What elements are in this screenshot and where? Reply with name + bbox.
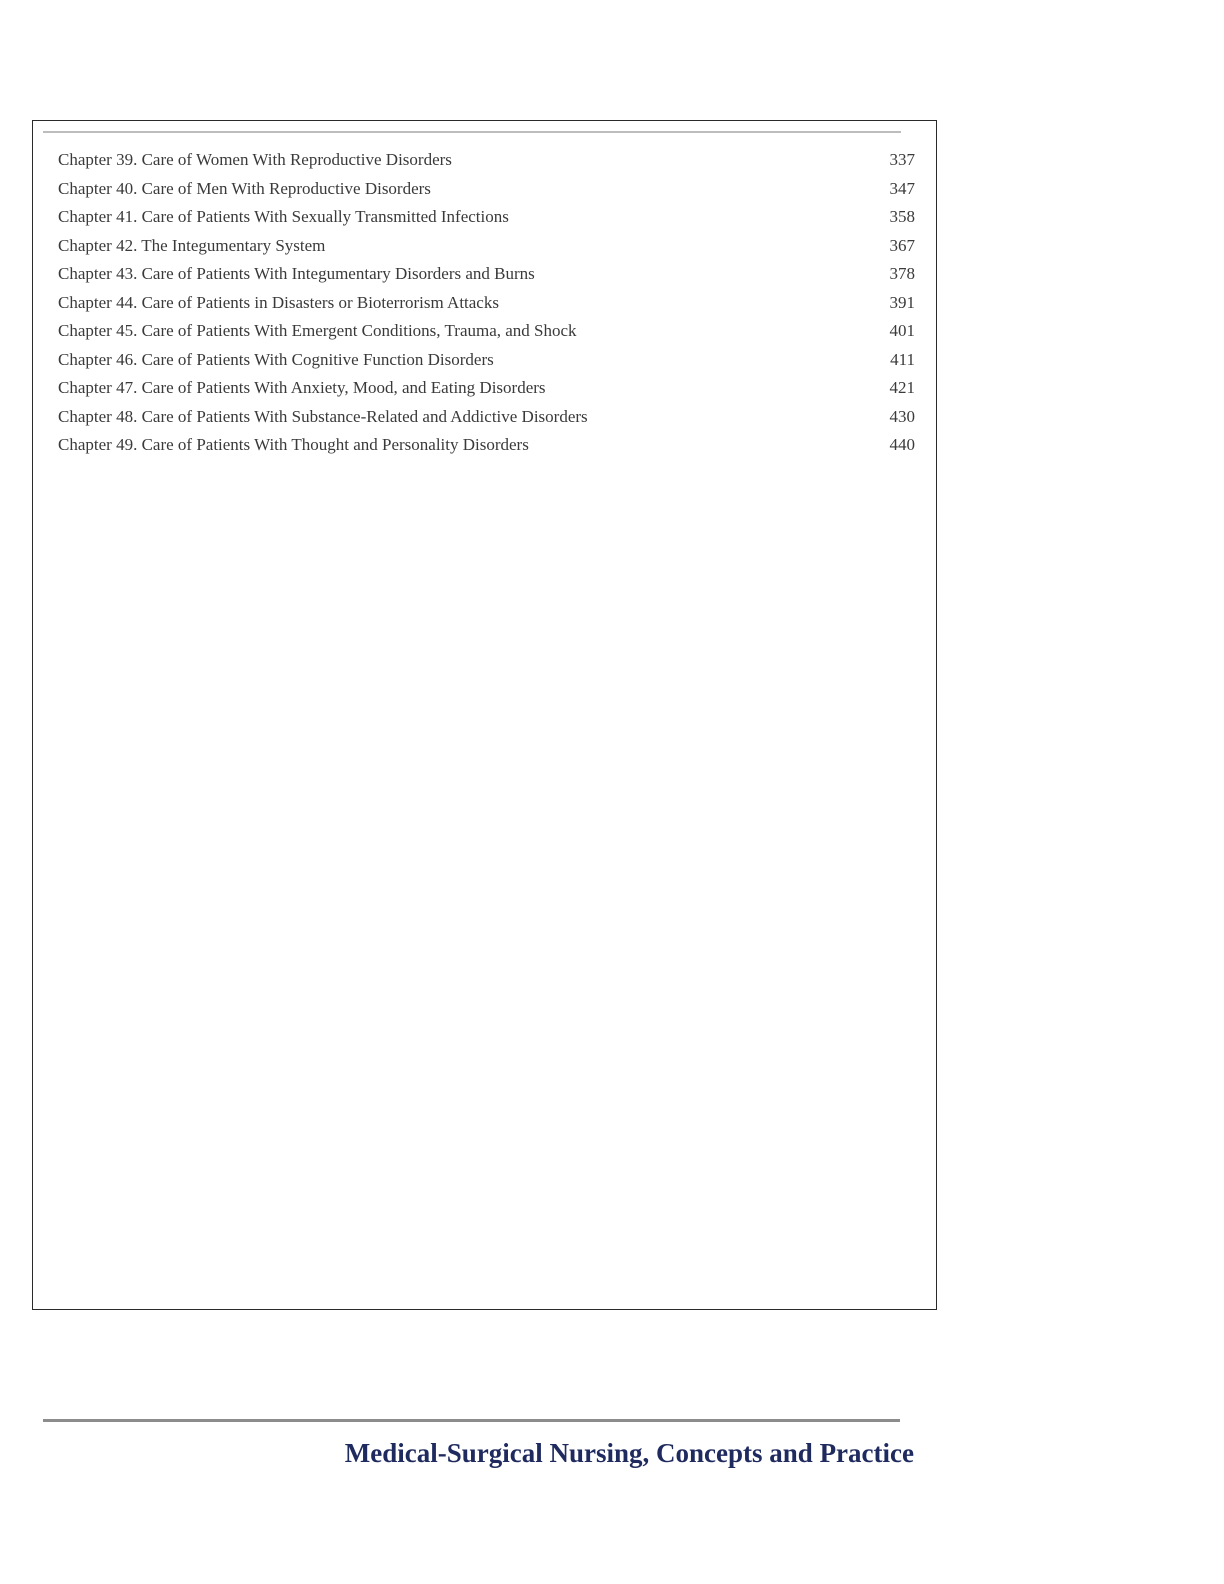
toc-entry[interactable] (58, 203, 915, 232)
toc-entry-title: Chapter 49. Care of Patients With Thought and Personality Disorders (58, 435, 529, 454)
toc-entry-page: 411 (890, 349, 915, 369)
toc-entry-title: Chapter 46. Care of Patients With Cognitive Function Disorders (58, 349, 494, 369)
toc-entry[interactable] (58, 260, 915, 289)
toc-entry[interactable] (58, 232, 915, 261)
toc-entry-title: Chapter 48. Care of Patients With Substance-Related and Addictive Disorders (58, 406, 588, 426)
toc-frame (32, 120, 937, 1310)
toc-entry-page: 367 (889, 235, 915, 255)
toc-entry[interactable] (58, 317, 915, 346)
toc-entry-page: 358 (889, 207, 915, 226)
footer-rule (43, 1419, 900, 1422)
toc-entry-page: 391 (889, 292, 915, 312)
toc-entry-page: 337 (889, 150, 915, 169)
toc-entry[interactable] (58, 175, 915, 204)
toc-entry-page: 440 (889, 435, 915, 454)
toc-entry[interactable] (58, 289, 915, 318)
toc-entry[interactable] (58, 346, 915, 375)
toc-entry-title: Chapter 41. Care of Patients With Sexually Transmitted Infections (58, 207, 509, 226)
toc-entry-title: Chapter 39. Care of Women With Reproductive Disorders (58, 150, 452, 169)
toc-entry[interactable] (58, 403, 915, 432)
toc-entry-title: Chapter 43. Care of Patients With Integumentary Disorders and Burns (58, 264, 535, 283)
toc-entry-title: Chapter 45. Care of Patients With Emergent Conditions, Trauma, and Shock (58, 321, 577, 340)
toc-entry[interactable] (58, 431, 915, 460)
toc-entry-page: 347 (889, 178, 915, 198)
toc-list (58, 146, 915, 460)
toc-entry-page: 430 (889, 406, 915, 426)
toc-entry-title: Chapter 42. The Integumentary System (58, 235, 326, 255)
toc-entry-title: Chapter 44. Care of Patients in Disasters or Bioterrorism Attacks (58, 292, 499, 312)
toc-entry[interactable] (58, 374, 915, 403)
toc-entry[interactable] (58, 146, 915, 175)
toc-entry-title: Chapter 40. Care of Men With Reproductive Disorders (58, 178, 431, 198)
toc-entry-page: 378 (889, 264, 915, 283)
toc-entry-page: 421 (889, 378, 915, 397)
footer-book-title: Medical-Surgical Nursing, Concepts and Practice (344, 1438, 914, 1468)
toc-entry-page: 401 (889, 321, 915, 340)
toc-top-rule (43, 131, 901, 133)
toc-entry-title: Chapter 47. Care of Patients With Anxiety, Mood, and Eating Disorders (58, 378, 546, 397)
